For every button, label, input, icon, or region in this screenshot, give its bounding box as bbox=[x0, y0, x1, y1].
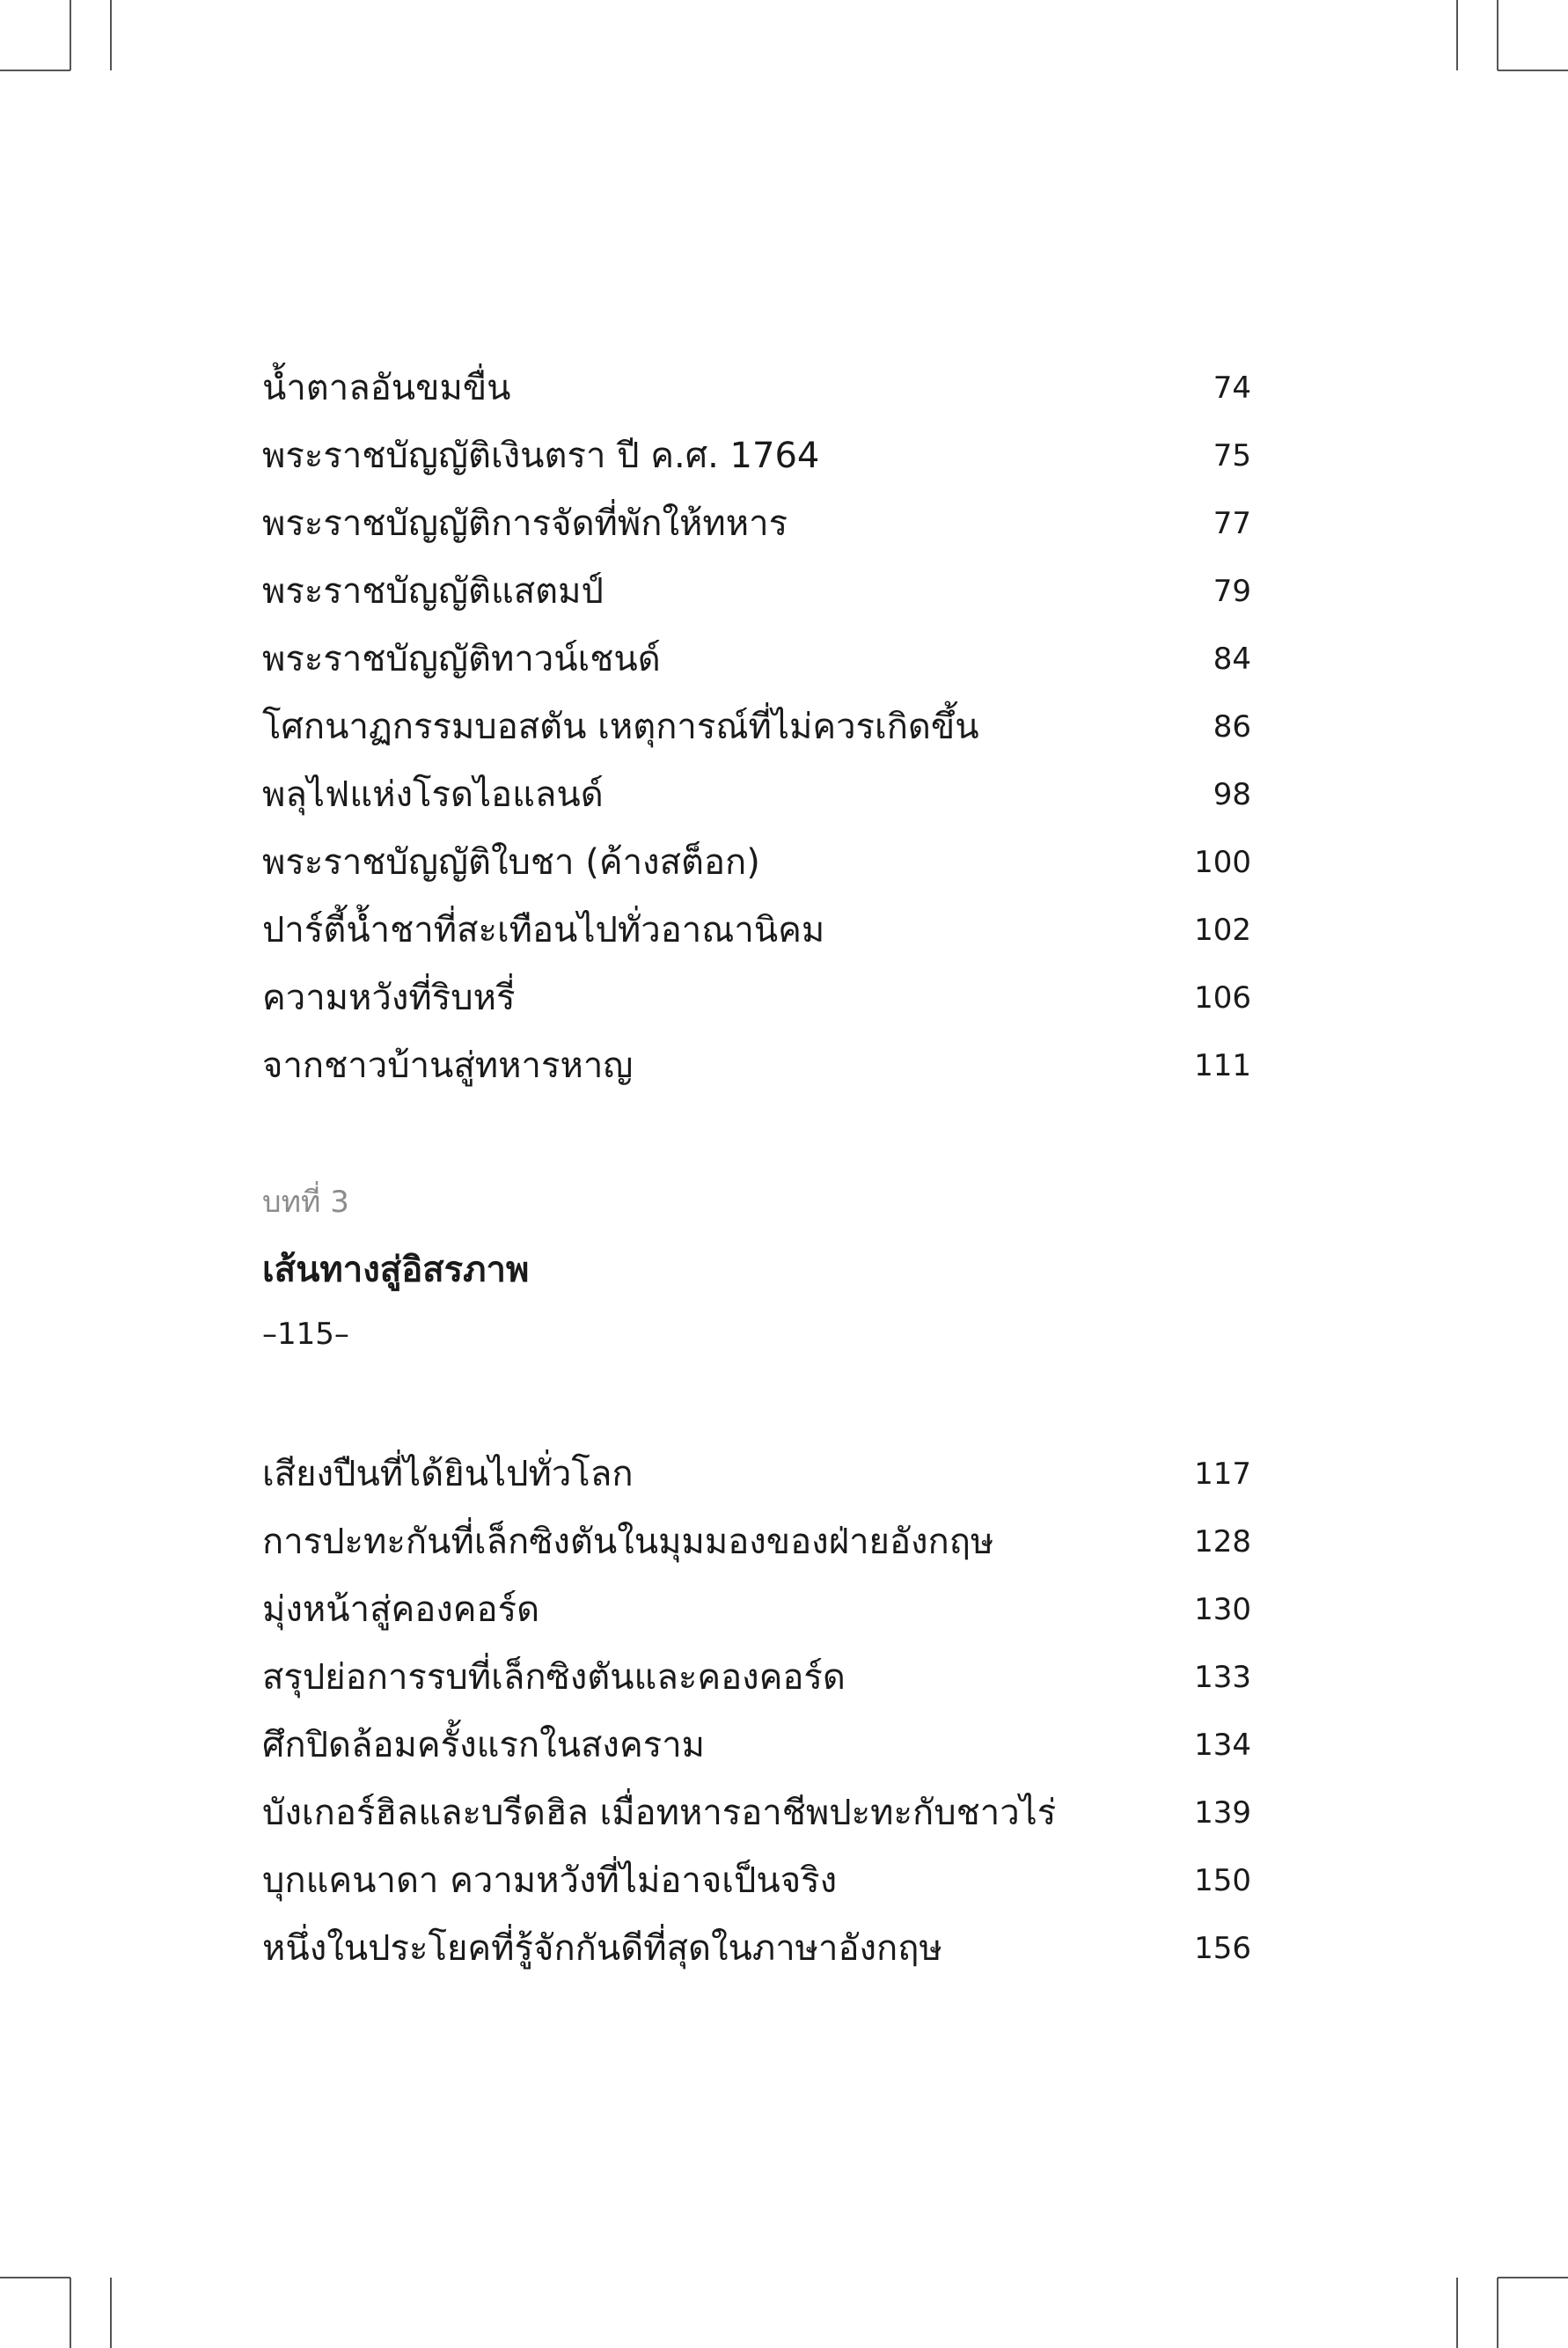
toc-entry-title: จากชาวบ้านสู่ทหารหาญ bbox=[262, 1046, 634, 1086]
toc-entry-page: 100 bbox=[1194, 845, 1251, 880]
toc-entry-title: บังเกอร์ฮิลและบรีดฮิล เมื่อทหารอาชีพปะทะกับชาวไร่ bbox=[262, 1793, 1057, 1833]
toc-entry-title: พระราชบัญญัติเงินตรา ปี ค.ศ. 1764 bbox=[262, 436, 820, 476]
toc-entry[interactable] bbox=[262, 558, 1251, 626]
toc-entry[interactable] bbox=[262, 1712, 1251, 1779]
toc-entry[interactable] bbox=[262, 965, 1251, 1032]
toc-entry-page: 117 bbox=[1194, 1456, 1251, 1492]
crop-mark bbox=[1498, 2277, 1568, 2278]
toc-entry[interactable] bbox=[262, 422, 1251, 490]
crop-mark bbox=[70, 0, 71, 70]
toc-entry-title: พระราชบัญญัติการจัดที่พักให้ทหาร bbox=[262, 503, 788, 544]
chapter-title[interactable]: เส้นทางสู่อิสรภาพ bbox=[262, 1250, 530, 1290]
toc-entry-page: 106 bbox=[1194, 980, 1251, 1016]
toc-entry-title: ศึกปิดล้อมครั้งแรกในสงคราม bbox=[262, 1725, 706, 1765]
toc-entry-page: 75 bbox=[1213, 438, 1251, 473]
crop-mark bbox=[110, 2278, 112, 2348]
toc-entry-page: 134 bbox=[1194, 1728, 1251, 1763]
toc-entry-page: 133 bbox=[1194, 1660, 1251, 1695]
toc-entry[interactable] bbox=[262, 1508, 1251, 1576]
toc-entry[interactable] bbox=[262, 761, 1251, 829]
toc-entry-title: ความหวังที่ริบหรี่ bbox=[262, 978, 516, 1018]
crop-mark bbox=[110, 0, 112, 70]
toc-entry[interactable] bbox=[262, 1644, 1251, 1712]
toc-entry-title: บุกแคนาดา ความหวังที่ไม่อาจเป็นจริง bbox=[262, 1860, 838, 1901]
toc-entry-page: 98 bbox=[1213, 777, 1251, 812]
toc-entry[interactable] bbox=[262, 1441, 1251, 1508]
toc-entry[interactable] bbox=[262, 1915, 1251, 1983]
toc-section-a bbox=[262, 355, 1251, 1100]
toc-entry-page: 84 bbox=[1213, 642, 1251, 677]
crop-mark bbox=[1456, 2278, 1458, 2348]
toc-entry-title: หนึ่งในประโยคที่รู้จักกันดีที่สุดในภาษาอังกฤษ bbox=[262, 1928, 942, 1969]
toc-entry-title: พลุไฟแห่งโรดไอแลนด์ bbox=[262, 774, 604, 815]
toc-entry-title: น้ำตาลอันขมขื่น bbox=[262, 368, 511, 408]
crop-mark bbox=[0, 2277, 70, 2278]
toc-entry-page: 111 bbox=[1194, 1048, 1251, 1083]
toc-entry-title: มุ่งหน้าสู่คองคอร์ด bbox=[262, 1589, 540, 1630]
toc-entry[interactable] bbox=[262, 490, 1251, 558]
toc-entry-page: 156 bbox=[1194, 1931, 1251, 1966]
toc-entry-title: ปาร์ตี้น้ำชาที่สะเทือนไปทั่วอาณานิคม bbox=[262, 910, 825, 950]
crop-mark bbox=[70, 2278, 71, 2348]
toc-entry-title: พระราชบัญญัติใบชา (ค้างสต็อก) bbox=[262, 842, 760, 883]
toc-entry[interactable] bbox=[262, 1779, 1251, 1847]
toc-entry-title: พระราชบัญญัติทาวน์เชนด์ bbox=[262, 639, 661, 679]
chapter-label: บทที่ 3 bbox=[262, 1185, 349, 1220]
toc-entry-title: โศกนาฏกรรมบอสตัน เหตุการณ์ที่ไม่ควรเกิดขึ้น bbox=[262, 707, 979, 747]
toc-entry[interactable] bbox=[262, 897, 1251, 965]
toc-entry[interactable] bbox=[262, 829, 1251, 897]
toc-entry-page: 130 bbox=[1194, 1592, 1251, 1627]
toc-entry[interactable] bbox=[262, 1576, 1251, 1644]
toc-entry-page: 102 bbox=[1194, 913, 1251, 948]
toc-entry-page: 86 bbox=[1213, 709, 1251, 745]
toc-entry-page: 79 bbox=[1213, 574, 1251, 609]
toc-entry[interactable] bbox=[262, 1032, 1251, 1100]
toc-entry-title: เสียงปืนที่ได้ยินไปทั่วโลก bbox=[262, 1454, 634, 1494]
toc-entry-title: พระราชบัญญัติแสตมป์ bbox=[262, 571, 604, 612]
toc-entry-page: 77 bbox=[1213, 506, 1251, 541]
chapter-page-number: –115– bbox=[262, 1317, 349, 1352]
toc-entry-page: 74 bbox=[1213, 371, 1251, 406]
toc-section-b bbox=[262, 1441, 1251, 1983]
crop-mark bbox=[1456, 0, 1458, 70]
crop-mark bbox=[1497, 0, 1498, 70]
toc-entry[interactable] bbox=[262, 355, 1251, 422]
toc-entry-title: การปะทะกันที่เล็กซิงตันในมุมมองของฝ่ายอังกฤษ bbox=[262, 1522, 994, 1562]
toc-entry-page: 150 bbox=[1194, 1863, 1251, 1898]
crop-mark bbox=[1498, 70, 1568, 71]
toc-entry[interactable] bbox=[262, 1847, 1251, 1915]
toc-entry[interactable] bbox=[262, 626, 1251, 693]
toc-entry-title: สรุปย่อการรบที่เล็กซิงตันและคองคอร์ด bbox=[262, 1657, 846, 1698]
toc-entry-page: 128 bbox=[1194, 1524, 1251, 1559]
crop-mark bbox=[1497, 2278, 1498, 2348]
toc-entry-page: 139 bbox=[1194, 1795, 1251, 1831]
crop-mark bbox=[0, 70, 70, 71]
toc-entry[interactable] bbox=[262, 693, 1251, 761]
